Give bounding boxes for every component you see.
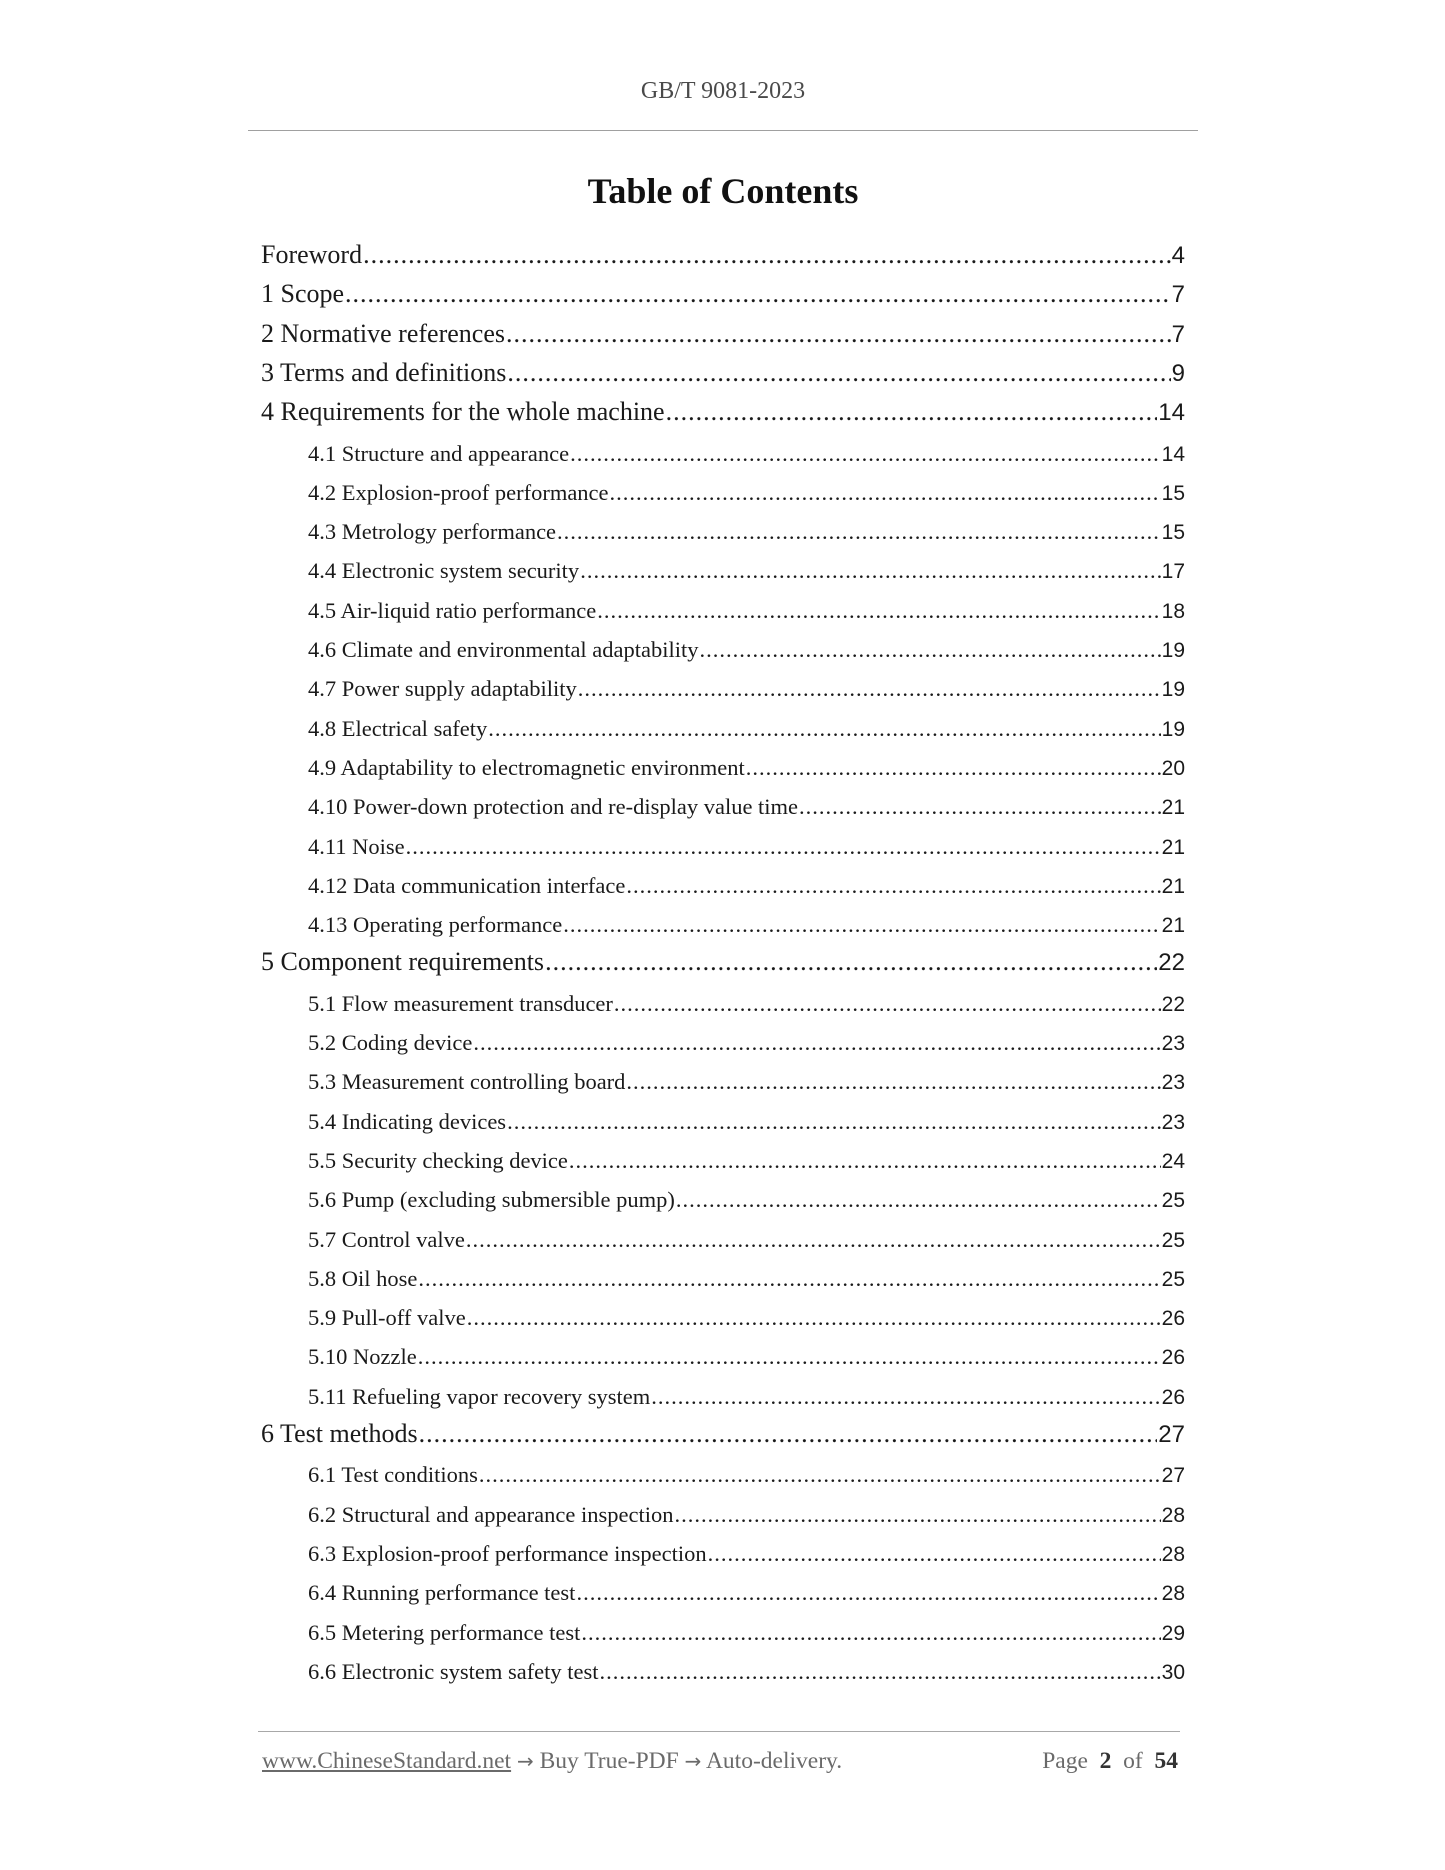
toc-entry[interactable] [308,871,1185,903]
toc-entry-label: 4.10 Power-down protection and re-display value time [308,794,799,820]
toc-entry-label: 5.6 Pump (excluding submersible pump) [308,1187,675,1213]
toc-dot-leader [700,635,1161,665]
toc-entry[interactable] [308,753,1185,785]
toc-page-number: 28 [1161,1503,1185,1527]
toc-entry[interactable] [308,1107,1185,1139]
toc-dot-leader [676,1185,1161,1215]
toc-dot-leader [580,556,1160,586]
toc-page-number: 18 [1161,599,1185,623]
toc-entry-label: 5.1 Flow measurement transducer [308,990,613,1016]
toc-dot-leader [363,238,1171,272]
toc-entry-label: Foreword [261,240,363,269]
toc-page-number: 29 [1161,1621,1185,1645]
toc-entry[interactable] [308,832,1185,864]
toc-page-number: 23 [1161,1110,1185,1134]
toc-dot-leader [746,753,1161,783]
toc-entry-label: 5.4 Indicating devices [308,1108,507,1134]
toc-entry[interactable] [308,674,1185,706]
toc-page-number: 25 [1161,1267,1185,1291]
toc-page-number: 22 [1161,992,1185,1016]
toc-dot-leader [345,277,1171,311]
toc-entry[interactable] [308,1185,1185,1217]
toc-dot-leader [581,1618,1160,1648]
toc-entry[interactable] [308,1067,1185,1099]
toc-entry[interactable] [308,1146,1185,1178]
toc-page-number: 28 [1161,1582,1185,1606]
toc-entry[interactable] [261,238,1185,274]
toc-entry[interactable] [261,356,1185,392]
toc-dot-leader [418,1342,1161,1372]
toc-page-number: 19 [1161,717,1185,741]
toc-entry-label: 6.2 Structural and appearance inspection [308,1501,674,1527]
toc-dot-leader [563,910,1160,940]
toc-entry[interactable] [261,945,1185,981]
toc-page-number: 25 [1161,1189,1185,1213]
page-indicator [1042,1748,1178,1775]
toc-entry-label: 2 Normative references [261,318,505,348]
toc-entry[interactable] [308,1028,1185,1060]
toc-dot-leader [576,1578,1160,1608]
toc-dot-leader [545,945,1157,979]
toc-entry-label: 6.4 Running performance test [308,1580,576,1606]
toc-entry-label: 4.7 Power supply adaptability [308,676,577,702]
toc-entry-label: 4.4 Electronic system security [308,558,580,584]
toc-dot-leader [570,439,1161,469]
toc-page-number: 24 [1161,1149,1185,1173]
toc-dot-leader [467,1303,1161,1333]
toc-entry-label: 5.10 Nozzle [308,1344,417,1370]
toc-entry-label: 5.8 Oil hose [308,1265,418,1291]
toc-dot-leader [406,832,1161,862]
toc-page-number: 14 [1158,399,1185,427]
toc-page-number: 21 [1161,835,1185,859]
toc-entry[interactable] [261,1417,1185,1453]
toc-entry[interactable] [308,792,1185,824]
toc-entry-label: 6 Test methods [261,1419,418,1448]
toc-page-number: 15 [1161,481,1185,505]
toc-dot-leader [626,871,1160,901]
toc-page-number: 7 [1171,320,1185,348]
toc-dot-leader [600,1657,1161,1687]
toc-entry[interactable] [308,1303,1185,1335]
toc-entry[interactable] [308,1618,1185,1650]
toc-entry-label: 4.13 Operating performance [308,912,563,938]
toc-entry[interactable] [308,1657,1185,1689]
toc-entry-label: 5 Component requirements [261,947,545,977]
toc-entry[interactable] [308,596,1185,628]
toc-page-number: 20 [1161,756,1185,780]
toc-page-number: 26 [1161,1307,1185,1331]
toc-entry-label: 6.5 Metering performance test [308,1619,581,1645]
toc-entry-label: 4.6 Climate and environmental adaptability [308,637,699,662]
current-page-number: 2 [1099,1748,1112,1774]
toc-page-number: 21 [1161,796,1185,820]
toc-page-number: 21 [1161,914,1185,938]
toc-dot-leader [666,395,1158,429]
toc-entry[interactable] [308,439,1185,471]
toc-entry[interactable] [308,635,1185,667]
toc-page-number: 23 [1161,1071,1185,1095]
toc-title: Table of Contents [587,171,859,211]
toc-page-number: 27 [1161,1464,1185,1488]
toc-dot-leader [557,517,1161,547]
total-pages-number: 54 [1154,1748,1178,1774]
toc-entry[interactable] [308,1225,1185,1257]
toc-entry[interactable] [308,517,1185,549]
toc-entry[interactable] [261,317,1185,353]
toc-page-number: 14 [1161,442,1185,466]
toc-dot-leader [419,1417,1158,1451]
toc-entry[interactable] [308,1382,1185,1414]
toc-dot-leader [708,1539,1161,1569]
toc-dot-leader [569,1146,1161,1176]
toc-entry-label: 3 Terms and definitions [261,357,507,387]
toc-page-number: 25 [1161,1228,1185,1252]
arrow-right-icon: → [684,1749,702,1773]
toc-entry[interactable] [308,1539,1185,1571]
toc-dot-leader [479,1460,1161,1490]
toc-dot-leader [597,596,1160,626]
toc-entry[interactable] [308,910,1185,942]
toc-entry-label: 5.2 Coding device [308,1030,473,1055]
toc-entry-label: 5.9 Pull-off valve [308,1305,466,1331]
toc-page-number: 21 [1161,874,1185,898]
toc-entry[interactable] [261,395,1185,431]
toc-dot-leader [507,356,1170,390]
toc-dot-leader [614,989,1161,1019]
toc-entry-label: 6.6 Electronic system safety test [308,1658,599,1684]
toc-entry-label: 5.3 Measurement controlling board [308,1069,626,1095]
toc-page-number: 23 [1161,1032,1185,1055]
toc-entry-label: 5.7 Control valve [308,1226,465,1252]
of-label: of [1123,1748,1143,1774]
toc-dot-leader [488,714,1160,744]
toc-entry-label: 5.11 Refueling vapor recovery system [308,1383,651,1409]
toc-entry-label: 4.12 Data communication interface [308,872,626,898]
page-label: Page [1042,1748,1088,1774]
toc-entry-label: 4.9 Adaptability to electromagnetic environment [308,754,745,780]
toc-page-number: 17 [1161,560,1185,584]
toc-dot-leader [506,317,1171,351]
toc-entry-label: 4.2 Explosion-proof performance [308,479,609,505]
toc-page-number: 9 [1171,359,1185,387]
toc-entry-label: 4.5 Air-liquid ratio performance [308,597,597,623]
toc-entry[interactable] [308,1578,1185,1610]
toc-page-number: 7 [1171,281,1185,309]
toc-page-number: 19 [1161,639,1185,662]
toc-entry-label: 1 Scope [261,279,345,309]
toc-entry-label: 5.5 Security checking device [308,1147,568,1173]
toc-entry-label: 4 Requirements for the whole machine [261,397,665,427]
toc-entry[interactable] [308,714,1185,746]
toc-dot-leader [466,1225,1161,1255]
toc-entry-label: 4.8 Electrical safety [308,715,488,741]
auto-delivery-text: Auto-delivery. [705,1748,843,1774]
toc-page-number: 27 [1158,1421,1185,1448]
toc-dot-leader [473,1028,1160,1058]
toc-entry-label: 6.3 Explosion-proof performance inspection [308,1540,707,1566]
toc-dot-leader [610,478,1161,508]
toc-page-number: 26 [1161,1385,1185,1409]
toc-page-number: 30 [1161,1660,1185,1684]
toc-entry-label: 4.1 Structure and appearance [308,440,570,466]
page-footer [262,1748,1178,1775]
toc-entry[interactable] [261,277,1185,313]
arrow-right-icon: → [516,1749,534,1773]
toc-entry-label: 6.1 Test conditions [308,1462,478,1488]
toc-dot-leader [507,1107,1161,1137]
toc-dot-leader [651,1382,1160,1412]
toc-entry-label: 4.3 Metrology performance [308,519,557,545]
footer-left [262,1748,842,1775]
toc-dot-leader [578,674,1161,704]
toc-entry[interactable] [308,989,1185,1021]
toc-dot-leader [418,1264,1160,1294]
toc-entry[interactable] [308,478,1185,510]
footer-divider [258,1731,1180,1732]
toc-entry[interactable] [308,1500,1185,1532]
toc-page-number: 22 [1158,949,1185,977]
toc-entry[interactable] [308,1342,1185,1374]
toc-dot-leader [799,792,1161,822]
buy-true-pdf-text: Buy True-PDF [539,1748,679,1774]
toc-page-number: 28 [1161,1542,1185,1566]
website-link[interactable]: www.ChineseStandard.net [262,1748,512,1774]
toc-entry[interactable] [308,556,1185,588]
document-id-header: GB/T 9081-2023 [640,78,806,104]
toc-page-number: 19 [1161,678,1185,702]
toc-dot-leader [674,1500,1160,1530]
toc-entry[interactable] [308,1460,1185,1492]
toc-entry[interactable] [308,1264,1185,1296]
toc-page-number: 26 [1161,1346,1185,1370]
toc-entry-label: 4.11 Noise [308,833,405,859]
toc-page-number: 4 [1171,242,1185,269]
toc-page-number: 15 [1161,521,1185,545]
toc-dot-leader [626,1067,1160,1097]
